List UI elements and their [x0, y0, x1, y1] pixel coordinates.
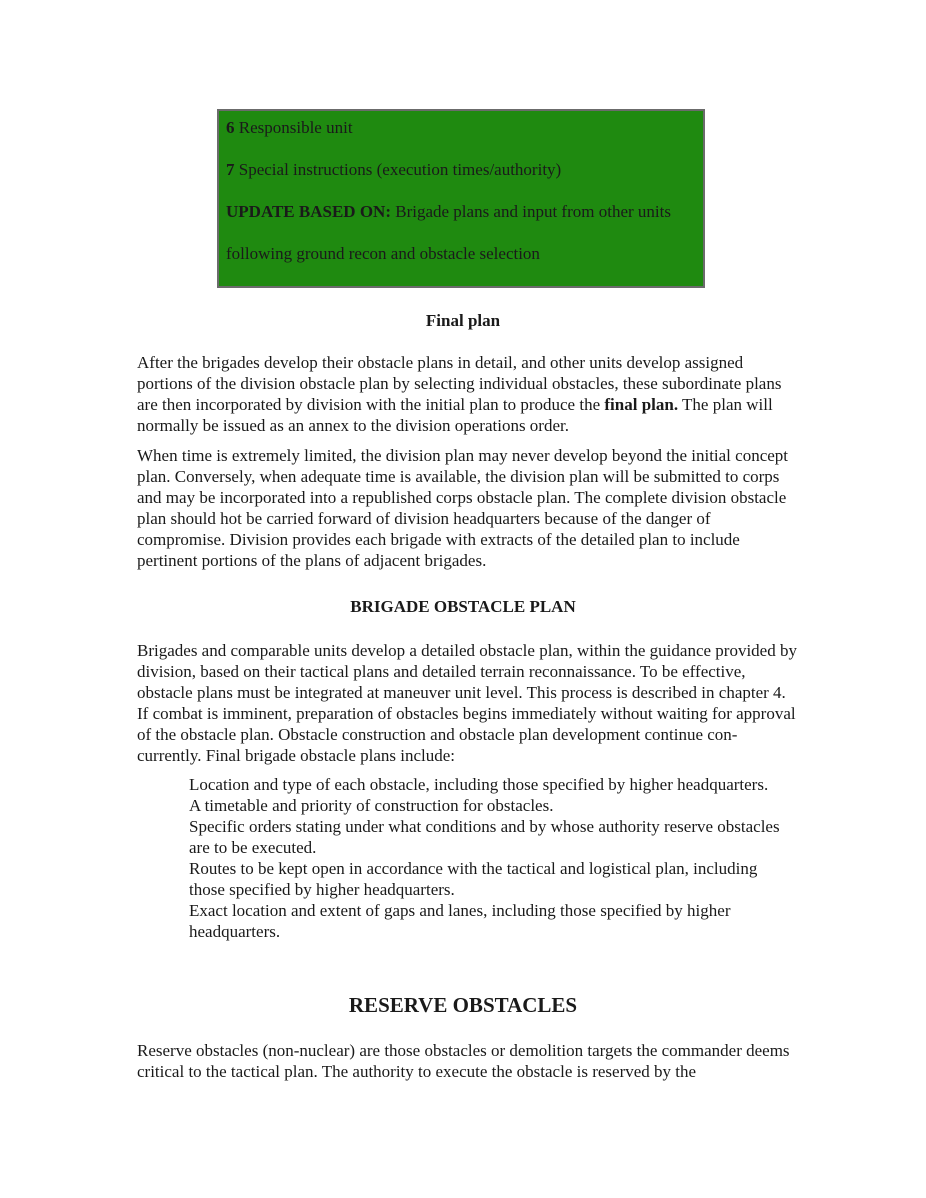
- item-7-number: 7: [226, 160, 235, 179]
- update-text: Brigade plans and input from other units: [390, 202, 671, 221]
- list-item: Routes to be kept open in accordance with the tactical and logistical plan, including those specified by higher headquarters.: [189, 859, 758, 899]
- final-plan-text-b: The plan will normally be issued as an annex to the division operations order.: [137, 395, 773, 435]
- update-label: UPDATE BASED ON:: [226, 202, 391, 221]
- item-7-text: Special instructions (execution times/authority): [234, 160, 562, 179]
- final-plan-paragraph-1: [137, 352, 797, 436]
- list-item: Exact location and extent of gaps and lanes, including those specified by higher headquarters.: [189, 901, 731, 941]
- brigade-plan-list: [189, 774, 789, 942]
- list-item: Specific orders stating under what conditions and by whose authority reserve obstacles are to be executed.: [189, 817, 780, 857]
- brigade-heading: BRIGADE OBSTACLE PLAN: [350, 597, 576, 616]
- final-plan-heading: Final plan: [425, 311, 501, 330]
- list-item: Location and type of each obstacle, including those specified by higher headquarters.: [189, 775, 769, 794]
- final-plan-paragraph-2: When time is extremely limited, the division plan may never develop beyond the initial concept plan. Conversely, when adequate time is available, the division plan will be submitted to corps and may be incorporated into a republished corps obstacle plan. The complete division obstacle plan should hot be carried forward of division headquarters because of the danger of compromise. Division provides each brigade with extracts of the detailed plan to include pertinent portions of the plans of adjacent brigades.: [137, 446, 789, 570]
- final-plan-text-a: After the brigades develop their obstacle plans in detail, and other units develop assigned portions of the division obstacle plan by selecting individual obstacles, these subordinate plans are then incorporated by division with the initial plan to produce the: [137, 353, 782, 414]
- item-6-text: Responsible unit: [234, 118, 353, 137]
- item-6: [226, 117, 703, 139]
- update-continuation: following ground recon and obstacle selection: [226, 244, 540, 263]
- update-line: [226, 201, 703, 223]
- plan-summary-box: [217, 109, 705, 288]
- list-item: A timetable and priority of construction for obstacles.: [189, 796, 554, 815]
- item-6-number: 6: [226, 118, 235, 137]
- item-7: [226, 159, 703, 181]
- reserve-heading: RESERVE OBSTACLES: [348, 993, 578, 1017]
- brigade-paragraph: Brigades and comparable units develop a detailed obstacle plan, within the guidance provided by division, based on their tactical plans and detailed terrain reconnaissance. To be effective, obstacle plans must be integrated at maneuver unit level. This process is described in chapter 4. If combat is imminent, preparation of obstacles begins immediately without waiting for approval of the obstacle plan. Obstacle construction and obstacle plan development continue con-currently. Final brigade obstacle plans include:: [137, 641, 797, 765]
- reserve-paragraph: Reserve obstacles (non-nuclear) are those obstacles or demolition targets the commander deems critical to the tactical plan. The authority to execute the obstacle is reserved by the: [137, 1041, 790, 1081]
- final-plan-term: final plan.: [604, 395, 679, 414]
